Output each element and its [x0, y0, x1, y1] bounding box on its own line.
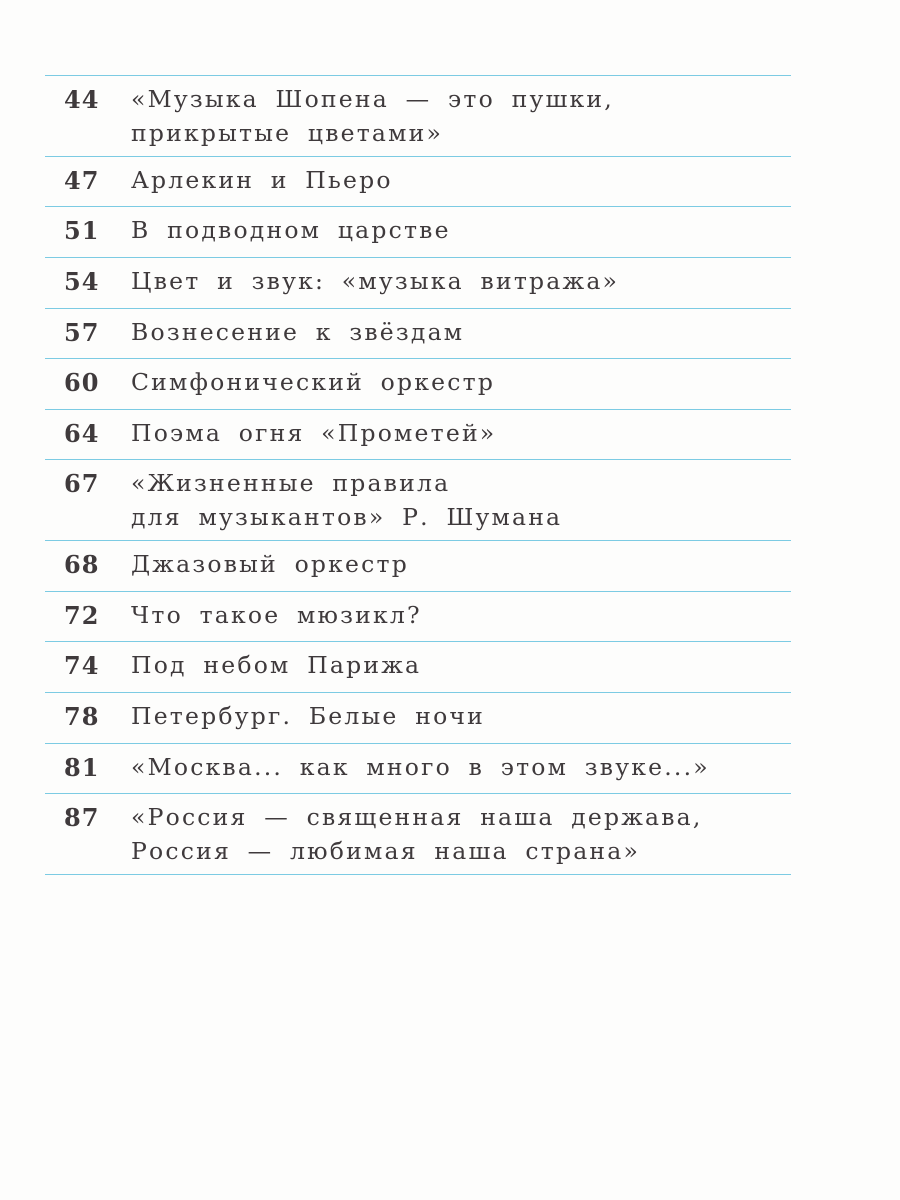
toc-entry	[45, 359, 791, 410]
entry-title-line: Петербург. Белые ночи	[131, 701, 486, 730]
entry-title	[131, 416, 496, 460]
entry-title	[131, 800, 703, 874]
page-number: 68	[64, 550, 100, 580]
entry-title	[131, 264, 619, 308]
page-number: 54	[64, 266, 100, 296]
entry-title	[131, 648, 421, 692]
entry-title	[131, 699, 485, 743]
toc-entry	[45, 541, 791, 592]
toc-entry	[45, 76, 791, 157]
entry-title-line: для музыкантов» Р. Шумана	[131, 503, 563, 532]
entry-title-line: «Москва... как много в этом звуке...»	[131, 752, 710, 781]
toc-entry	[45, 309, 791, 360]
entry-title-line: «Россия — священная наша держава,	[131, 803, 703, 832]
entry-title	[131, 365, 495, 409]
toc-entry	[45, 642, 791, 693]
toc-entry	[45, 207, 791, 258]
page-number: 74	[64, 651, 100, 681]
entry-title	[131, 466, 562, 540]
entry-title-line: Симфонический оркестр	[131, 368, 496, 397]
entry-title-line: Джазовый оркестр	[131, 550, 409, 579]
entry-title	[131, 82, 614, 156]
page-number: 60	[64, 368, 100, 398]
entry-title-line: «Музыка Шопена — это пушки,	[131, 85, 614, 113]
entry-title	[131, 750, 710, 794]
entry-title-line: Арлекин и Пьеро	[131, 165, 393, 194]
entry-title-line: Поэма огня «Прометей»	[131, 418, 497, 447]
page-number: 47	[64, 165, 100, 195]
toc-entry	[45, 460, 791, 541]
toc-entry	[45, 592, 791, 643]
page-number: 51	[64, 216, 100, 246]
toc-entry	[45, 258, 791, 309]
page-number: 67	[64, 469, 100, 499]
entry-title-line: В подводном царстве	[131, 216, 451, 245]
entry-title-line: Россия — любимая наша страна»	[131, 837, 641, 866]
page-number: 57	[64, 317, 100, 347]
entry-title-line: прикрытые цветами»	[131, 119, 444, 147]
toc-entry	[45, 794, 791, 875]
entry-title	[131, 213, 451, 257]
entry-title	[131, 547, 409, 591]
entry-title	[131, 163, 393, 207]
page-number: 44	[64, 85, 100, 114]
entry-title-line: Цвет и звук: «музыка витража»	[131, 266, 620, 295]
page-number: 87	[64, 803, 100, 833]
page-number: 72	[64, 600, 100, 630]
toc-entry	[45, 693, 791, 744]
toc-entry	[45, 410, 791, 461]
entry-title-line: «Жизненные правила	[131, 469, 451, 498]
entry-title-line: Что такое мюзикл?	[131, 600, 422, 629]
entry-title	[131, 598, 422, 642]
entry-title-line: Вознесение к звёздам	[131, 317, 465, 346]
table-of-contents	[45, 75, 791, 875]
toc-entry	[45, 157, 791, 208]
entry-title-line: Под небом Парижа	[131, 651, 422, 680]
page-number: 81	[64, 752, 100, 782]
page-number: 78	[64, 701, 100, 731]
page-number: 64	[64, 418, 100, 448]
toc-entry	[45, 744, 791, 795]
entry-title	[131, 315, 464, 359]
